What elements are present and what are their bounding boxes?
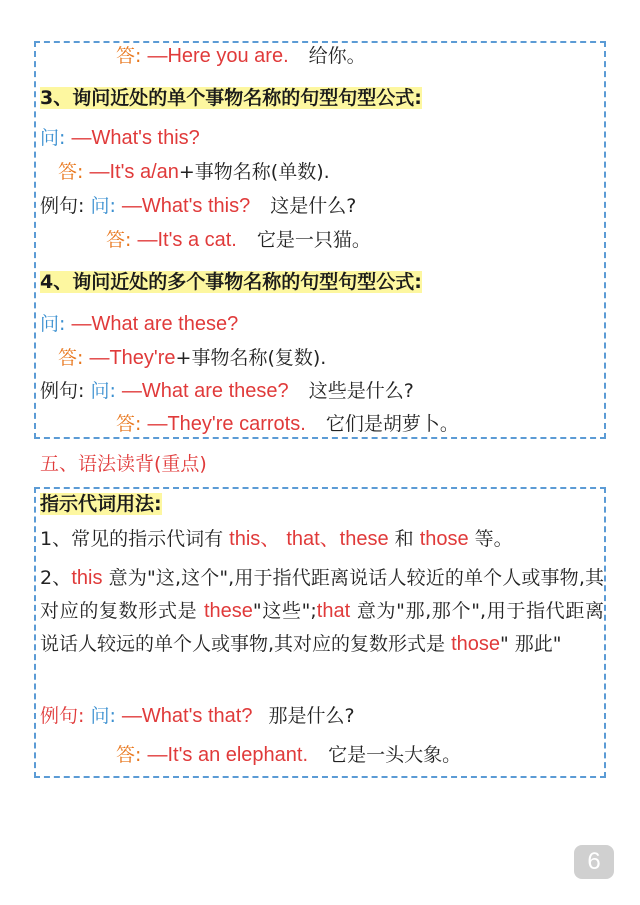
answer-label: 答: <box>116 45 142 67</box>
answer-label: 答: <box>116 744 142 766</box>
answer-english: —Here you are. <box>147 45 289 67</box>
page-number: 6 <box>574 845 614 879</box>
grammar-point-1 <box>40 527 513 551</box>
keyword: this、 <box>229 528 281 550</box>
grammar-example-answer <box>116 743 461 767</box>
answer-english: —It's a/an <box>89 161 179 183</box>
answer-formula-line-2 <box>58 346 326 370</box>
grammar-point-2 <box>40 562 604 661</box>
section-title <box>40 452 207 476</box>
question-english: —What's this? <box>121 195 251 217</box>
answer-chinese: +事物名称(复数). <box>175 347 327 369</box>
text: 等。 <box>468 528 513 550</box>
question-label: 问: <box>90 380 116 402</box>
example-answer-line <box>106 228 371 252</box>
answer-chinese: +事物名称(单数). <box>178 161 330 183</box>
text: 2、 <box>40 567 72 589</box>
answer-line <box>116 44 366 68</box>
heading-4 <box>40 270 422 294</box>
answer-label: 答: <box>58 347 84 369</box>
keyword: these <box>203 600 253 622</box>
question-line-2 <box>40 312 238 336</box>
question-label: 问: <box>40 127 66 149</box>
example-label: 例句: <box>40 705 85 727</box>
question-label: 问: <box>90 705 116 727</box>
text: 1、常见的指示代词有 <box>40 528 230 550</box>
heading-3-text: 3、询问近处的单个事物名称的句型句型公式: <box>40 87 422 109</box>
question-chinese: 那是什么? <box>268 705 355 727</box>
keyword: those <box>451 633 501 655</box>
question-line <box>40 126 200 150</box>
answer-chinese: 给你。 <box>308 45 366 67</box>
question-english: —What are these? <box>71 313 239 335</box>
answer-label: 答: <box>58 161 84 183</box>
grammar-heading <box>40 492 162 516</box>
answer-english: —They're <box>89 347 176 369</box>
answer-label: 答: <box>106 229 132 251</box>
example-question-line <box>40 194 356 218</box>
example-label: 例句: <box>40 195 85 217</box>
text: 意为"这,这个",用于指代距离说话人较近的单个人或事物,其对应的复数形式是 <box>40 567 605 622</box>
text: 意为"那,那个",用于指代距离说话人较远的单个人或事物,其对应的复数形式是 <box>40 600 604 655</box>
answer-english: —It's a cat. <box>137 229 237 251</box>
keyword: that、 <box>286 528 340 550</box>
answer-label: 答: <box>116 413 142 435</box>
question-chinese: 这是什么? <box>270 195 357 217</box>
text: "这些"; <box>252 600 317 622</box>
answer-formula-line <box>58 160 330 184</box>
example-answer-line-2 <box>116 412 459 436</box>
text: " 那此" <box>500 633 562 655</box>
question-chinese: 这些是什么? <box>308 380 414 402</box>
text: 和 <box>388 528 420 550</box>
keyword: that <box>316 600 351 622</box>
question-label: 问: <box>90 195 116 217</box>
example-question-line-2 <box>40 379 414 403</box>
example-label: 例句: <box>40 380 85 402</box>
answer-chinese: 它们是胡萝卜。 <box>325 413 459 435</box>
keyword: this <box>71 567 103 589</box>
heading-4-text: 4、询问近处的多个事物名称的句型句型公式: <box>40 271 422 293</box>
grammar-example-question <box>40 704 355 728</box>
answer-chinese: 它是一只猫。 <box>256 229 371 251</box>
question-label: 问: <box>40 313 66 335</box>
answer-english: —It's an elephant. <box>147 744 309 766</box>
question-english: —What's this? <box>71 127 200 149</box>
keyword: these <box>339 528 389 550</box>
question-english: —What's that? <box>121 705 253 727</box>
keyword: those <box>419 528 469 550</box>
heading-3 <box>40 86 422 110</box>
section-title-text: 五、语法读背(重点) <box>40 453 207 475</box>
answer-english: —They're carrots. <box>147 413 306 435</box>
question-english: —What are these? <box>121 380 289 402</box>
grammar-heading-text: 指示代词用法: <box>40 493 162 515</box>
answer-chinese: 它是一头大象。 <box>328 744 462 766</box>
